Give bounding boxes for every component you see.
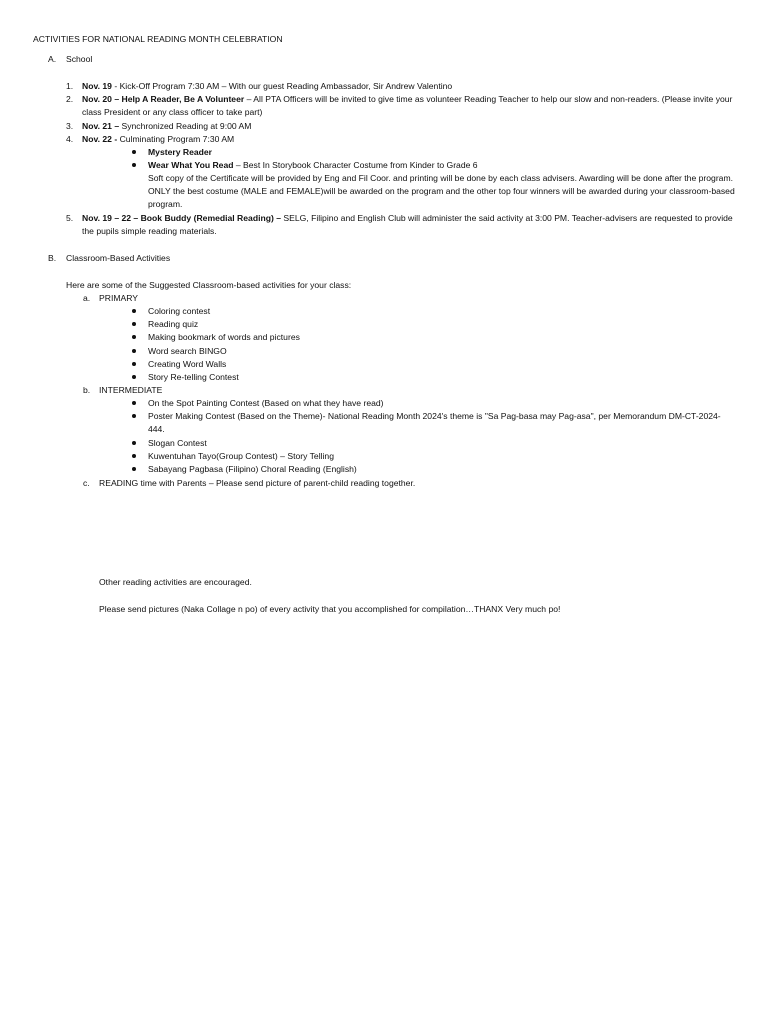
section-b-marker: B. <box>48 253 57 263</box>
primary-item: Story Re-telling Contest <box>148 372 239 382</box>
item-3-date: Nov. 21 – <box>82 121 120 131</box>
bullet-icon <box>132 467 136 471</box>
primary-item: Creating Word Walls <box>148 359 227 369</box>
bullet-icon <box>132 441 136 445</box>
bullet-icon <box>132 349 136 353</box>
intermediate-item: Sabayang Pagbasa (Filipino) Choral Reading (English) <box>148 464 357 474</box>
item-1-date: Nov. 19 <box>82 81 112 91</box>
item-3-number: 3. <box>66 121 74 131</box>
item-5-text: SELG, Filipino and English Club will administer the said activity at 3:00 PM. Teacher-advisers are requested to provide the pupils simple reading materials. <box>82 213 733 237</box>
item-5-title: Nov. 19 – 22 – Book Buddy (Remedial Reading) – <box>82 213 281 223</box>
item-2-text: – All PTA Officers will be invited to give time as volunteer Reading Teacher to help our slow and non-readers. (Please invite your class President or any class officer to take part) <box>82 94 733 118</box>
intermediate-marker: b. <box>83 385 91 395</box>
item-4 <box>82 133 234 145</box>
bullet-icon <box>132 375 136 379</box>
item-3-text: Synchronized Reading at 9:00 AM <box>119 121 252 131</box>
bullet-icon <box>132 322 136 326</box>
item-2-number: 2. <box>66 94 74 104</box>
item-5-number: 5. <box>66 213 74 223</box>
item-4-number: 4. <box>66 134 74 144</box>
wear-title: Wear What You Read <box>148 160 234 170</box>
item-1-text: - Kick-Off Program 7:30 AM – With our guest Reading Ambassador, Sir Andrew Valentino <box>111 81 453 91</box>
parents-label: READING time with Parents – Please send picture of parent-child reading together. <box>99 478 416 488</box>
primary-item: Coloring contest <box>148 306 211 316</box>
intermediate-label: INTERMEDIATE <box>99 385 163 395</box>
bullet-icon <box>132 401 136 405</box>
parents-marker: c. <box>83 478 90 488</box>
primary-marker: a. <box>83 293 91 303</box>
bullet-icon <box>132 362 136 366</box>
item-1 <box>82 80 452 92</box>
bullet-icon <box>132 150 136 154</box>
certificate-note: Soft copy of the Certificate will be provided by Eng and Fil Coor. and printing will be done by each class advisers. Awarding will be done after the program. ONLY the best costume (MALE and FEMALE)will be awarded on the program and the other top four winners will be awarded during your classroom-based program. <box>148 173 735 210</box>
intermediate-item: Kuwentuhan Tayo(Group Contest) – Story Telling <box>148 451 334 461</box>
item-4-date: Nov. 22 - <box>82 134 118 144</box>
item-1-number: 1. <box>66 81 74 91</box>
section-b-label: Classroom-Based Activities <box>66 253 171 263</box>
primary-item: Making bookmark of words and pictures <box>148 332 300 342</box>
bullet-icon <box>132 454 136 458</box>
primary-item: Word search BINGO <box>148 346 227 356</box>
section-a-marker: A. <box>48 54 57 64</box>
item-4-text: Culminating Program 7:30 AM <box>117 134 235 144</box>
closing-line-2: Please send pictures (Naka Collage n po) of every activity that you accomplished for compilation…THANX Very much po! <box>99 604 561 614</box>
section-b-intro: Here are some of the Suggested Classroom-based activities for your class: <box>66 280 352 290</box>
closing-line-1: Other reading activities are encouraged. <box>99 577 252 587</box>
section-a-label: School <box>66 54 93 64</box>
item-2-title: Nov. 20 – Help A Reader, Be A Volunteer <box>82 94 245 104</box>
intermediate-item: Poster Making Contest (Based on the Theme)- National Reading Month 2024's theme is "Sa Pag-basa may Pag-asa", per Memorandum DM-CT-2024-444. <box>148 411 721 435</box>
bullet-icon <box>132 309 136 313</box>
mystery-reader: Mystery Reader <box>148 147 213 157</box>
primary-label: PRIMARY <box>99 293 138 303</box>
primary-item: Reading quiz <box>148 319 199 329</box>
page-title: ACTIVITIES FOR NATIONAL READING MONTH CELEBRATION <box>33 34 283 44</box>
wear-what-you-read <box>148 159 478 171</box>
item-2 <box>82 93 734 119</box>
intermediate-item: On the Spot Painting Contest (Based on what they have read) <box>148 398 384 408</box>
bullet-icon <box>132 414 136 418</box>
bullet-icon <box>132 335 136 339</box>
intermediate-item: Slogan Contest <box>148 438 207 448</box>
item-5 <box>82 212 738 238</box>
wear-text: – Best In Storybook Character Costume from Kinder to Grade 6 <box>233 160 478 170</box>
bullet-icon <box>132 163 136 167</box>
item-3 <box>82 120 251 132</box>
